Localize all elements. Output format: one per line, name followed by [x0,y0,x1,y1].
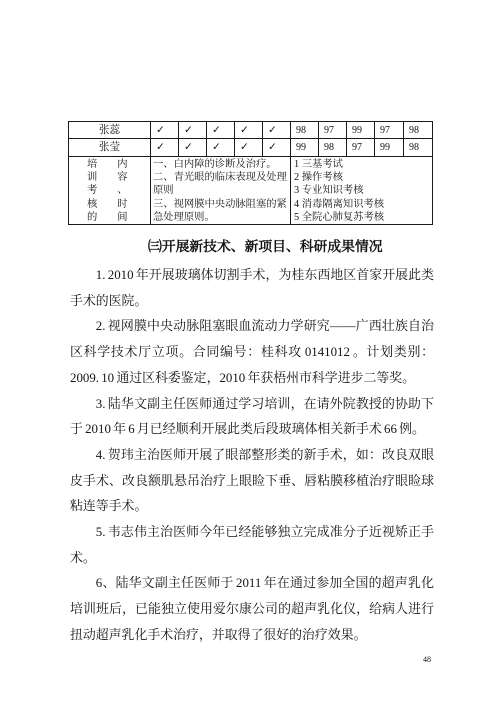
table-row [69,122,433,139]
label-char: 、 [117,185,128,197]
label-char: 时 [117,198,128,210]
assessment-item: 3 专业知识考核 [294,185,364,197]
assessment-list [291,157,432,224]
label-char: 间 [117,211,128,223]
check-mark: ✓ [235,139,263,157]
check-mark: ✓ [179,139,207,157]
table-row [69,139,433,157]
paragraph: 1. 2010 年开展玻璃体切割手术，为桂东西地区首家开展此类手术的医院。 [70,268,434,308]
training-row [69,157,433,225]
label-char: 核 [87,198,98,210]
paragraph: 2. 视网膜中央动脉阻塞眼血流动力学研究——广西壮族自治区科学技术厅立项。合同编号：桂科攻 0141012 。计划类别：2009. 10 通过区科委鉴定，2010 年获梧州市科学进步二等奖。 [70,319,434,385]
paragraph: 4. 贺玮主治医师开展了眼部整形类的新手术，如：改良双眼皮手术、改良额肌悬吊治疗上眼睑下垂、唇粘膜移植治疗眼睑球粘连等手术。 [70,447,434,514]
paragraph: 5. 韦志伟主治医师今年已经能够独立完成准分子近视矫正手术。 [70,525,434,565]
label-char: 培 [87,159,98,170]
check-mark: ✓ [235,122,263,139]
label-char: 的 [87,211,98,223]
assessment-item: 1 三基考试 [294,159,343,170]
check-mark: ✓ [263,139,291,157]
section-body [70,263,434,649]
page-number: 48 [423,655,431,664]
score-value: 98 [404,139,433,157]
section-heading: ㈢开展新技术、新项目、科研成果情况 [148,239,383,254]
label-char: 内 [117,159,128,170]
paragraph: 6、陆华文副主任医师于 2011 年在通过参加全国的超声乳化培训班后，已能独立使用爱尔康公司的超声乳化仪，给病人进行扭动超声乳化手术治疗，并取得了很好的治疗效果。 [70,576,434,642]
training-content-list [151,157,289,224]
training-content-cell [151,157,291,225]
staff-name: 张蕊 [69,122,151,139]
score-value: 97 [347,139,375,157]
score-value: 98 [319,139,347,157]
training-content-item: 二、青光眼的临床表现及处理原则 [153,172,287,197]
score-value: 97 [375,122,404,139]
staff-name: 张莹 [69,139,151,157]
check-mark: ✓ [263,122,291,139]
assessment-item: 2 操作考核 [294,172,343,184]
score-value: 99 [375,139,404,157]
training-label-cell [69,157,151,225]
label-char: 容 [117,172,128,184]
label-char: 考 [87,185,98,197]
label-char: 训 [87,172,98,184]
check-mark: ✓ [179,122,207,139]
assessment-cell [291,157,433,225]
training-content-item: 一、白内障的诊断及治疗。 [153,159,277,170]
training-content-item: 三、视网膜中央动脉阻塞的紧急处理原则。 [153,198,287,223]
training-label [69,157,150,224]
score-value: 98 [404,122,433,139]
check-mark: ✓ [151,122,179,139]
assessment-item: 4 消毒隔离知识考核 [294,198,385,210]
check-mark: ✓ [151,139,179,157]
score-value: 99 [291,139,319,157]
score-value: 99 [347,122,375,139]
assessment-item: 5 全院心肺复苏考核 [294,211,385,223]
score-value: 98 [291,122,319,139]
training-score-table [68,121,433,225]
score-value: 97 [319,122,347,139]
check-mark: ✓ [207,139,235,157]
paragraph: 3. 陆华文副主任医师通过学习培训，在请外院教授的协助下于 2010 年 6 月已经顺利开展此类后段玻璃体相关新手术 66 例。 [70,396,434,437]
check-mark: ✓ [207,122,235,139]
